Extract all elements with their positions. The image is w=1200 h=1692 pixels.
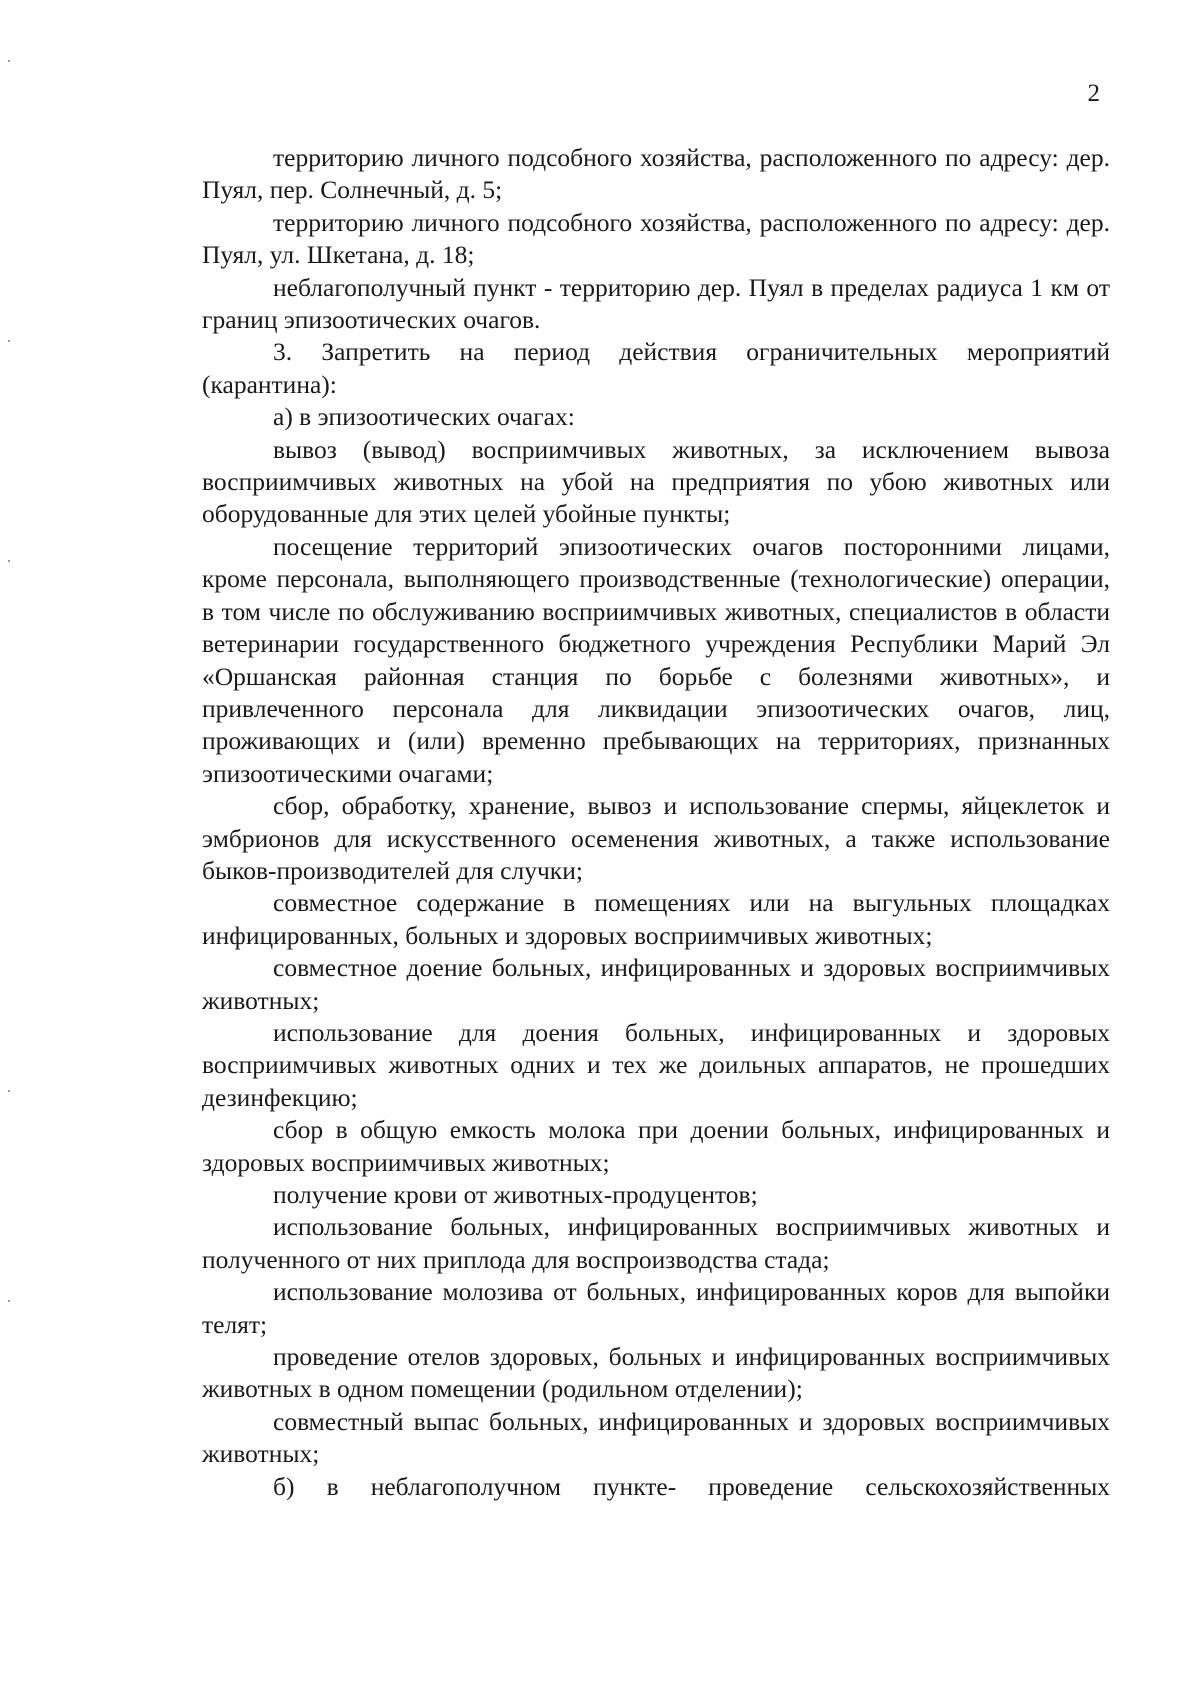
document-body: [202, 142, 1110, 1503]
paragraph: проведение отелов здоровых, больных и инфицированных восприимчивых животных в одном помещении (родильном отделении);: [202, 1342, 1110, 1404]
paragraph: сбор, обработку, хранение, вывоз и использование спермы, яйцеклеток и эмбрионов для искусственного осеменения животных, а также использование быков-производителей для случки;: [202, 791, 1110, 885]
paragraph: территорию личного подсобного хозяйства, расположенного по адресу: дер. Пуял, пер. Солнечный, д. 5;: [202, 143, 1110, 205]
paragraph: сбор в общую емкость молока при доении больных, инфицированных и здоровых восприимчивых животных;: [202, 1115, 1110, 1177]
paragraph: б) в неблагополучном пункте- проведение сельскохозяйственных: [273, 1471, 1110, 1501]
paragraph: использование для доения больных, инфицированных и здоровых восприимчивых животных одних и тех же доильных аппаратов, не прошедших дезинфекцию;: [202, 1017, 1110, 1112]
scan-artifact: [8, 560, 10, 562]
paragraph: совместный выпас больных, инфицированных и здоровых восприимчивых животных;: [202, 1406, 1110, 1469]
page-number: 2: [1087, 80, 1100, 107]
paragraph: вывоз (вывод) восприимчивых животных, за исключением вывоза восприимчивых животных на убой на предприятия по убою животных или оборудованные для этих целей убойные пункты;: [202, 434, 1110, 529]
paragraph: получение крови от животных-продуцентов;: [273, 1180, 758, 1209]
scan-artifact: [8, 60, 10, 62]
paragraph: территорию личного подсобного хозяйства, расположенного по адресу: дер. Пуял, ул. Шкетана, д. 18;: [202, 207, 1110, 270]
paragraph: а) в эпизоотических очагах:: [273, 402, 575, 432]
paragraph: 3. Запретить на период действия ограничительных мероприятий (карантина):: [202, 337, 1110, 399]
paragraph: совместное содержание в помещениях или на выгульных площадках инфицированных, больных и здоровых восприимчивых животных;: [202, 888, 1110, 950]
paragraph: неблагополучный пункт - территорию дер. Пуял в пределах радиуса 1 км от границ эпизоотических очагов.: [202, 272, 1110, 335]
scan-artifact: [8, 340, 10, 342]
paragraph: совместное доение больных, инфицированных и здоровых восприимчивых животных;: [202, 953, 1110, 1015]
paragraph: использование больных, инфицированных восприимчивых животных и полученного от них приплода для воспроизводства стада;: [202, 1212, 1110, 1274]
scan-artifact: [8, 1300, 10, 1302]
paragraph: посещение территорий эпизоотических очагов посторонними лицами, кроме персонала, выполняющего производственные (технологические) операции, в том числе по обслуживанию восприимчивых животных, специалистов в области ветеринарии государственного бюджетного учреждения Республики Марий Эл «Оршанская районная станция по борьбе с болезнями животных», и привлеченного персонала для ликвидации эпизоотических очагов, лиц, проживающих и (или) временно пребывающих на территориях, признанных эпизоотическими очагами;: [202, 531, 1110, 788]
paragraph: использование молозива от больных, инфицированных коров для выпойки телят;: [202, 1277, 1110, 1339]
scan-artifact: [8, 1090, 10, 1092]
